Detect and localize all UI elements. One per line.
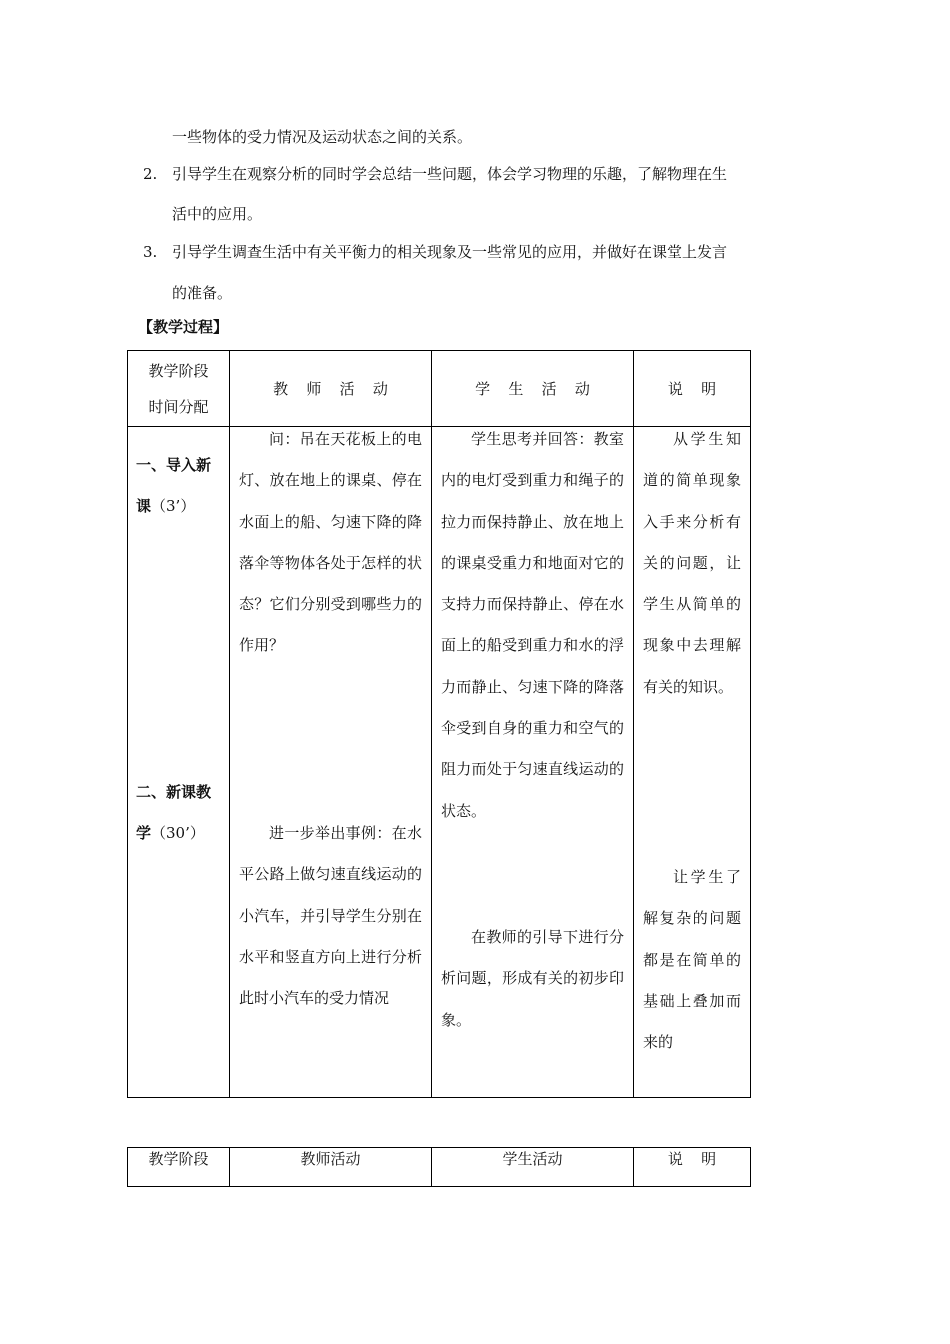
item2-line-2: 活中的应用。 (172, 205, 263, 223)
t2-header-stage: 教学阶段 (128, 1148, 230, 1187)
header-student-label: 学 生 活 动 (475, 379, 590, 398)
stage-1 (128, 445, 229, 528)
header-student-cell (432, 351, 634, 427)
stage-1-title: 一、导入新课 (136, 456, 212, 516)
teacher-activity-cell (230, 427, 432, 1098)
header-note-label: 说 明 (667, 379, 717, 398)
item3-line-1: 引导学生调查生活中有关平衡力的相关现象及一些常见的应用，并做好在课堂上发言 (172, 243, 728, 261)
teacher-activity-2: 进一步举出事例：在水平公路上做匀速直线运动的小汽车，并引导学生分别在水平和竖直方向上进行分析此时小汽车的受力情况 (239, 824, 422, 1008)
header-teacher-cell (230, 351, 432, 427)
continuation-header-row (128, 1148, 751, 1187)
stage-2 (128, 772, 229, 855)
continuation-table (127, 1147, 751, 1187)
stage-2-title: 二、新课教学 (136, 783, 212, 843)
student-activity-2: 在教师的引导下进行分析问题，形成有关的初步印象。 (441, 928, 624, 1029)
note-2: 让学生了解复杂的问题都是在简单的基础上叠加而来的 (643, 868, 741, 1052)
note-1: 从学生知道的简单现象入手来分析有关的问题，让学生从简单的现象中去理解有关的知识。 (643, 430, 741, 696)
item3-line-2: 的准备。 (172, 284, 233, 302)
header-teacher-label: 教 师 活 动 (273, 379, 388, 398)
note-cell (634, 427, 751, 1098)
section-heading: 【教学过程】 (138, 318, 229, 336)
teacher-activity-1: 问：吊在天花板上的电灯、放在地上的课桌、停在水面上的船、匀速下降的降落伞等物体各处于怎样的状态？它们分别受到哪些力的作用？ (239, 430, 422, 655)
student-activity-1: 学生思考并回答：教室内的电灯受到重力和绳子的拉力而保持静止、放在地上的课桌受重力和地面对它的支持力而保持静止、停在水面上的船受到重力和水的浮力而静止、匀速下降的降落伞受到自身的重力和空气的阻力而处于匀速直线运动的状态。 (441, 430, 624, 820)
header-stage-line-1: 教学阶段 (148, 362, 209, 380)
stage-2-duration: （30’） (151, 824, 205, 843)
t2-header-note: 说 明 (634, 1148, 751, 1187)
intro-line-1: 一些物体的受力情况及运动状态之间的关系。 (172, 128, 473, 146)
item2-line-1: 引导学生在观察分析的同时学会总结一些问题，体会学习物理的乐趣，了解物理在生 (172, 165, 728, 183)
stage-1-duration: （3’） (151, 497, 196, 516)
header-note-cell (634, 351, 751, 427)
t2-header-student: 学生活动 (432, 1148, 634, 1187)
table-header-row (128, 351, 751, 427)
stage-cell (128, 427, 230, 1098)
student-activity-cell (432, 427, 634, 1098)
list-number-3: 3. (143, 243, 158, 261)
header-stage-line-2: 时间分配 (148, 398, 209, 416)
t2-header-teacher: 教师活动 (230, 1148, 432, 1187)
teaching-process-table (127, 350, 751, 1098)
header-stage-cell (128, 351, 230, 427)
list-number-2: 2. (143, 165, 158, 183)
table-body-row (128, 427, 751, 1098)
